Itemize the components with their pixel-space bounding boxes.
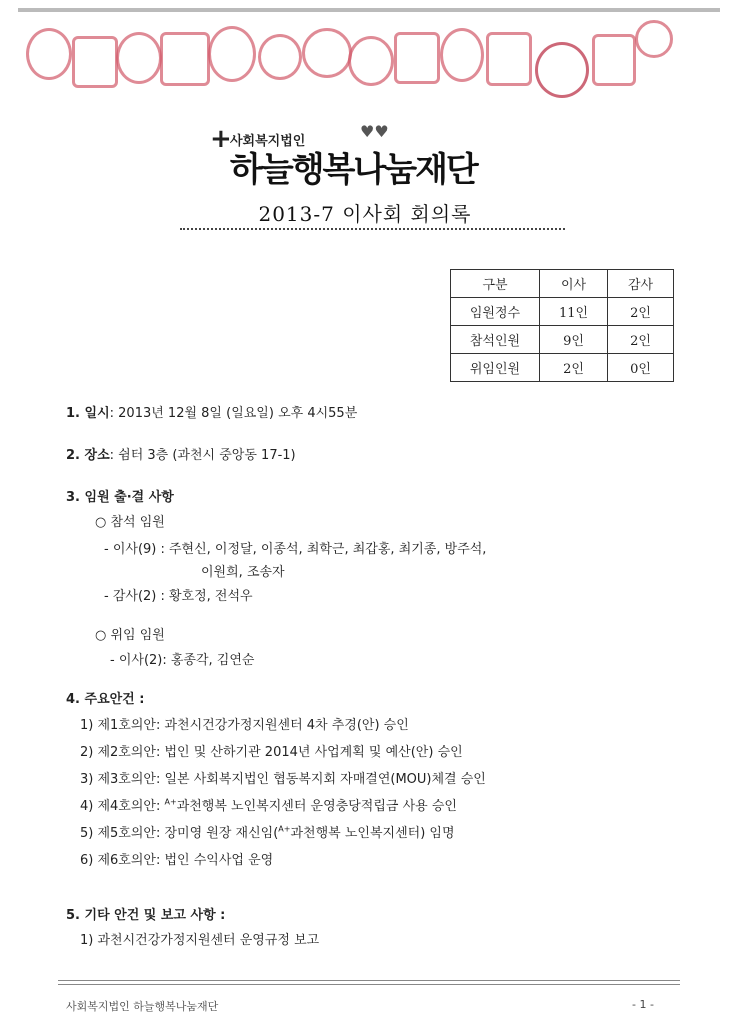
section-label: 4. 주요안건 : [66,692,145,707]
list-item [80,795,457,814]
footer-rule [58,984,680,985]
table-cell: 9인 [540,326,608,354]
item-superscript: A+ [164,797,177,807]
attend-heading: ○ 참석 임원 [95,515,165,530]
section-date [66,402,357,421]
table-header-row [451,270,674,298]
table-cell: 2인 [608,326,674,354]
page-number: - 1 - [632,998,654,1011]
section-heading [66,486,174,505]
attendance-table [450,269,674,382]
table-cell: 위임인원 [451,354,540,382]
org-logo [210,122,550,190]
item-text: 과천행복 노인복지센터 운영충당적립금 사용 승인 [176,799,457,814]
list-item [80,822,455,841]
title-underline [180,228,565,230]
seal-stamp [26,28,72,80]
table-header: 감사 [608,270,674,298]
table-row [451,354,674,382]
section-label: 1. 일시 [66,406,110,421]
section-label: 5. 기타 안건 및 보고 사항 : [66,908,226,923]
table-cell: 11인 [540,298,608,326]
section-text: : 쉼터 3층 (과천시 중앙동 17-1) [109,448,296,463]
seal-stamp [348,36,394,86]
attend-directors: - 이사(9) : 주현신, 이정달, 이종석, 최학근, 최갑홍, 최기종, 방주석, [104,542,487,557]
item-prefix: 5) 제5호의안: 장미영 원장 재신임( [80,826,279,841]
seal-stamp [394,32,440,84]
table-cell: 2인 [608,298,674,326]
logo-subtitle: 사회복지법인 [230,134,306,149]
item-text: 과천행복 노인복지센터) 임명 [290,826,455,841]
seal-stamp [486,32,532,86]
logo-name: 하늘행복나눔재단 [230,150,477,190]
section-label: 2. 장소 [66,448,110,463]
seal-stamp [302,28,352,78]
heart-icon: ♥♥ [360,122,389,141]
section-text: : 2013년 12월 8일 (일요일) 오후 4시55분 [109,406,358,421]
seal-stamp [592,34,636,86]
table-cell: 0인 [608,354,674,382]
table-row [451,326,674,354]
attend-auditors: - 감사(2) : 황호정, 전석우 [104,589,253,604]
list-item: 6) 제6호의안: 법인 수익사업 운영 [80,853,274,868]
section-label: 3. 임원 출·결 사항 [66,490,174,505]
section-heading [66,904,225,923]
attend-directors-cont: 이원희, 조송자 [201,565,285,580]
table-row [451,298,674,326]
seal-stamp [72,36,118,88]
section-place [66,444,296,463]
item-superscript: A+ [278,824,291,834]
table-cell: 2인 [540,354,608,382]
section-heading [66,688,144,707]
seal-stamp [116,32,162,84]
seal-stamps [20,18,720,108]
item-prefix: 4) 제4호의안: [80,799,165,814]
proxy-directors: - 이사(2): 홍종각, 김연순 [110,653,255,668]
seal-stamp [160,32,210,86]
list-item: 3) 제3호의안: 일본 사회복지법인 협동복지회 자매결연(MOU)체결 승인 [80,772,486,787]
table-cell: 임원정수 [451,298,540,326]
document-title: 2013-7 이사회 회의록 [258,202,472,226]
seal-stamp [535,42,589,98]
list-item: 2) 제2호의안: 법인 및 산하기관 2014년 사업계획 및 예산(안) 승인 [80,745,463,760]
list-item: 1) 과천시건강가정지원센터 운영규정 보고 [80,933,320,948]
seal-stamp [208,26,256,82]
plus-icon: + [210,124,232,154]
proxy-heading: ○ 위임 임원 [95,628,165,643]
table-cell: 참석인원 [451,326,540,354]
footer-org: 사회복지법인 하늘행복나눔재단 [66,1000,219,1013]
table-header: 구분 [451,270,540,298]
list-item: 1) 제1호의안: 과천시건강가정지원센터 4차 추경(안) 승인 [80,718,409,733]
seal-stamp [440,28,484,82]
top-border [18,8,720,12]
seal-stamp [258,34,302,80]
table-header: 이사 [540,270,608,298]
footer-rule [58,980,680,981]
seal-stamp [635,20,673,58]
